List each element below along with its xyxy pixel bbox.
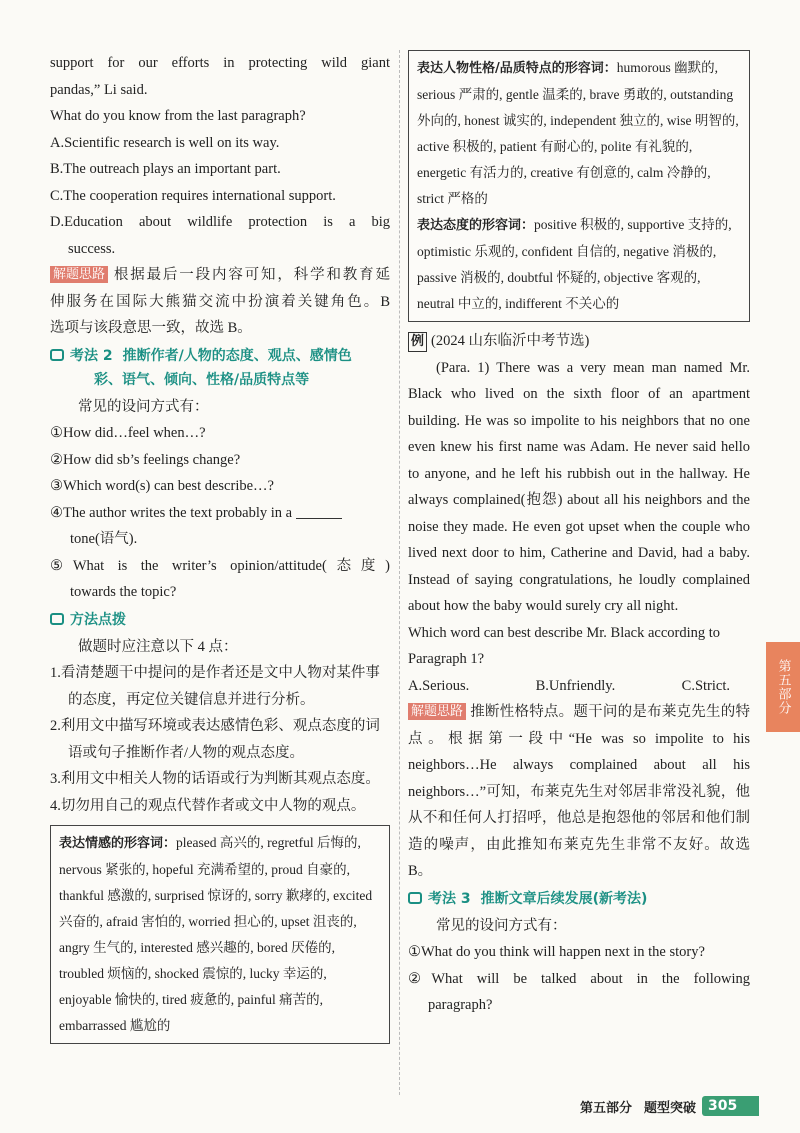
common-ways-label: 常见的设问方式有： — [78, 398, 209, 415]
way-item: ④The author writes the text probably in a — [50, 500, 390, 527]
tips-heading: 方法点拨 — [50, 608, 390, 632]
analysis-line: 伸服务在国际大熊猫交流中扮演着关键角色。B — [50, 293, 390, 310]
example-header — [408, 328, 750, 355]
tip-item: 3.利用文中相关人物的话语或行为判断其观点态度。 — [50, 771, 380, 787]
tips-icon — [50, 613, 64, 625]
tip-item: 4.切勿用自己的观点代替作者或文中人物的观点。 — [50, 797, 366, 814]
method-2-heading: 考法 2 推断作者/人物的态度、观点、感情色 彩、语气、倾向、性格/品质特点等 — [50, 344, 390, 392]
character-words: humorous 幽默的, serious 严肃的, gentle 温柔的, brave 勇敢的, outstanding 外向的, honest 诚实的, independent 独立的, wise 明智的, active 积极的, patient 有耐心的, polite 有礼貌的, energetic 有活力的, creative 有创意的, calm 冷静的, strict 严格的 — [417, 60, 739, 206]
character-words-box — [408, 50, 750, 322]
footer-part: 第五部分 — [580, 1100, 633, 1116]
option-a: A.Serious. — [408, 677, 470, 694]
tips-intro: 做题时应注意以下 4 点： — [78, 638, 238, 655]
method-3-heading: 考法 3 推断文章后续发展(新考法) — [408, 887, 750, 911]
question-text: Which word can best describe Mr. Black according to Paragraph 1? — [408, 624, 721, 667]
method-icon — [408, 892, 422, 904]
column-divider — [399, 50, 400, 1095]
character-title: 表达人物性格/品质特点的形容词： — [417, 61, 617, 76]
option-c: C.The cooperation requires international support. — [50, 187, 336, 204]
option-d: D.Education about wildlife protection is a big — [50, 214, 390, 230]
option-a: A.Scientific research is well on its way. — [50, 134, 280, 151]
analysis-tag: 解题思路 — [50, 266, 108, 283]
example-source: (2024 山东临沂中考节选) — [431, 333, 590, 349]
attitude-title: 表达态度的形容词： — [417, 218, 535, 233]
example-passage: (Para. 1) There was a very mean man named Mr. Black who lived on the sixth floor of an apartment building. He was so impolite to his neighbors that no one even knew his first name was Adam. He never said hello to anyone, and he left his rubbish out in the hallway. He always complained(抱怨) about all his neighbors and the noise they made. He even got upset when the couple who lived next door to him, Catherine and David, had a baby. Instead of saying congratulations, he loudly complained about how the baby would surely cry all night. — [408, 359, 750, 614]
method-icon — [50, 349, 64, 361]
analysis-line: 选项与该段意思一致，故选 B。 — [50, 320, 252, 336]
tip-item: 1.看清楚题干中提问的是作者还是文中人物对某件事的态度，再定位关键信息并进行分析。 — [50, 665, 380, 708]
passage-line: support for our efforts in protecting wild giant — [50, 55, 390, 71]
passage-line: pandas,” Li said. — [50, 81, 148, 98]
emotion-words: pleased 高兴的, regretful 后悔的, nervous 紧张的, hopeful 充满希望的, proud 自豪的, thankful 感激的, surprised 惊讶的, sorry 歉痚的, excited 兴奋的, afraid 害怕的, worried 担心的, upset 沮丧的, angry 生气的, interested 感兴趣的, bored 厌倦的, troubled 烦恼的, shocked 震惊的, lucky 幸运的, enjoyable 愉快的, tired 疲惫的, painful 痛苦的, embarrassed 尴尬的 — [59, 835, 373, 1033]
analysis-line: 解题思路 根据最后一段内容可知，科学和教育延 — [50, 262, 390, 289]
way-item-cont: tone(语气). — [70, 531, 138, 547]
emotion-words-box — [50, 825, 390, 1044]
section-side-tab: 第五部分 — [766, 642, 800, 732]
way-item: ⑤What is the writer’s opinion/attitude(态度) — [50, 557, 390, 574]
right-column — [408, 50, 750, 1019]
way-item-cont: towards the topic? — [70, 584, 177, 600]
attitude-words: positive 积极的, supportive 支持的, optimistic 乐观的, confident 自信的, negative 消极的, passive 消极的, doubtful 怀疑的, objective 客观的, neutral 中立的, indifferent 不关心的 — [417, 217, 732, 311]
way-item: ③Which word(s) can best describe…? — [50, 478, 274, 494]
way-item: ①What do you think will happen next in the story? — [408, 944, 705, 960]
options-row — [408, 673, 750, 700]
option-d-cont: success. — [68, 240, 116, 257]
footer-section: 题型突破 — [644, 1100, 697, 1116]
analysis-tag: 解题思路 — [408, 703, 466, 720]
tip-item: 2.利用文中描写环境或表达感情色彩、观点态度的词语或句子推断作者/人物的观点态度。 — [50, 718, 380, 761]
way-item: ②How did sb’s feelings change? — [50, 451, 241, 468]
way-item-cont: paragraph? — [428, 997, 493, 1013]
option-b: B.Unfriendly. — [535, 677, 616, 694]
emotion-title: 表达情感的形容词： — [59, 836, 177, 851]
common-ways-label: 常见的设问方式有： — [436, 917, 567, 934]
question-text: What do you know from the last paragraph? — [50, 108, 306, 124]
page-footer — [520, 1094, 800, 1118]
way-item: ①How did…feel when…? — [50, 425, 206, 441]
example-label: 例 — [408, 332, 427, 352]
answer-blank — [296, 518, 342, 519]
page-number: 305 — [702, 1096, 759, 1116]
analysis-block: 解题思路 推断性格特点。题干问的是布莱克先生的特点。根据第一段中“He was so impolite to his neighbors…He always complained about all his neighbors…”可知，布莱克先生对邻居非常没礼貌，他从不和任何人打招呼，他总是抱怨他的邻居和他们制造的噪声，由此推知布莱克先生非常不友好。故选 B。 — [408, 704, 750, 879]
option-b: B.The outreach plays an important part. — [50, 161, 281, 177]
option-c: C.Strict. — [681, 677, 730, 694]
left-column — [50, 50, 390, 1050]
way-item: ②What will be talked about in the following — [408, 970, 750, 987]
